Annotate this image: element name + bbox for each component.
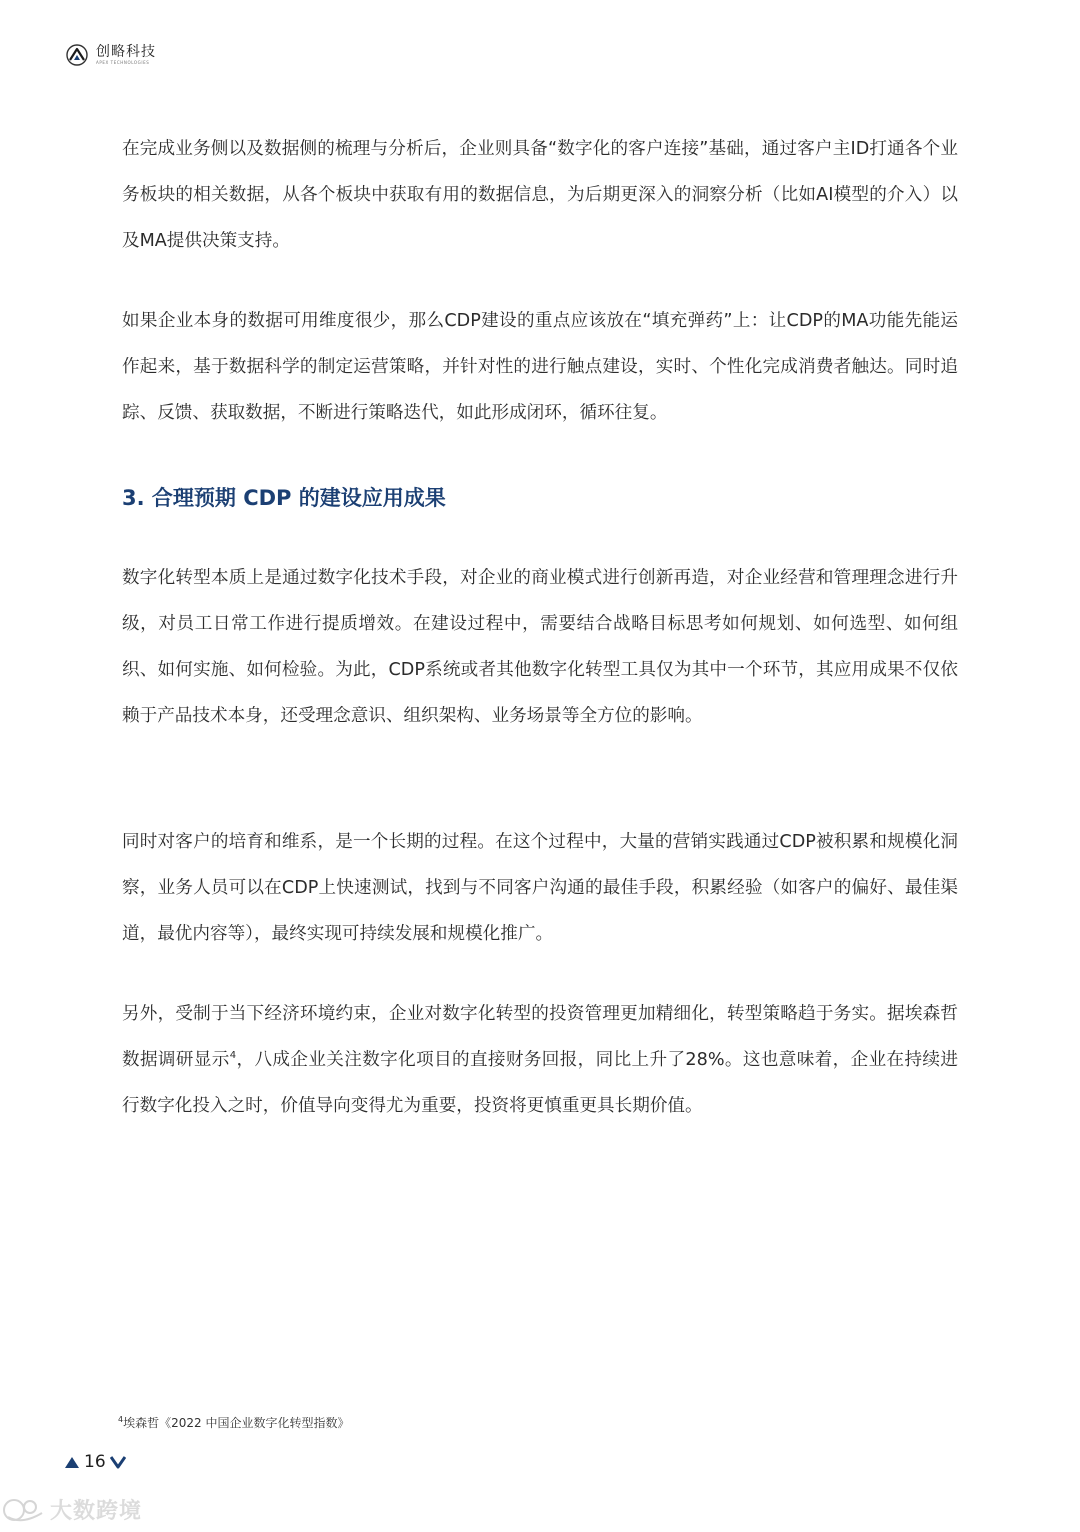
paragraph-5-part-2: ，八成企业关注数字化项目的直接财务回报，同比上升了28%。这也意味着，企业在持续进行数字化投入之时，价值导向变得尤为重要，投资将更慎重更具长期价值。 (122, 1050, 958, 1116)
chevron-down-icon[interactable] (110, 1455, 126, 1469)
paragraph-5-part-1: 另外，受制于当下经济环境约束，企业对数字化转型的投资管理更加精细化，转型策略趋于务实。据埃森哲数据调研显示 (122, 1004, 958, 1070)
chevron-up-icon[interactable] (64, 1455, 80, 1469)
paragraph-3: 数字化转型本质上是通过数字化技术手段，对企业的商业模式进行创新再造，对企业经营和管理理念进行升级，对员工日常工作进行提质增效。在建设过程中，需要结合战略目标思考如何规划、如何选型、如何组织、如何实施、如何检验。为此，CDP系统或者其他数字化转型工具仅为其中一个环节，其应用成果不仅依赖于产品技术本身，还受理念意识、组织架构、业务场景等全方位的影响。 (122, 568, 958, 726)
paragraph-4: 同时对客户的培育和维系，是一个长期的过程。在这个过程中，大量的营销实践通过CDP被积累和规模化洞察，业务人员可以在CDP上快速测试，找到与不同客户沟通的最佳手段，积累经验（如客户的偏好、最佳渠道，最优内容等），最终实现可持续发展和规模化推广。 (122, 832, 958, 944)
watermark-logo-icon (2, 1495, 46, 1525)
watermark-text: 大数跨境 (50, 1499, 143, 1524)
section-heading: 3. 合理预期 CDP 的建设应用成果 (122, 486, 446, 510)
apex-triangle-logo-icon (64, 44, 90, 66)
footnote-marker: 4 (118, 1415, 124, 1424)
watermark (2, 1494, 142, 1525)
paragraph-5 (122, 991, 958, 1129)
paragraph-2: 如果企业本身的数据可用维度很少，那么CDP建设的重点应该放在“填充弹药”上：让CDP的MA功能先能运作起来，基于数据科学的制定运营策略，并针对性的进行触点建设，实时、个性化完成消费者触达。同时追踪、反馈、获取数据，不断进行策略迭代，如此形成闭环，循环往复。 (122, 311, 958, 423)
footnote-reference[interactable]: 4 (229, 1050, 237, 1062)
page-number: 16 (84, 1452, 106, 1472)
brand (96, 45, 156, 65)
paragraph-1: 在完成业务侧以及数据侧的梳理与分析后，企业则具备“数字化的客户连接”基础，通过客户主ID打通各个业务板块的相关数据，从各个板块中获取有用的数据信息，为后期更深入的洞察分析（比如AI模型的介入）以及MA提供决策支持。 (122, 139, 958, 251)
brand-name-cn: 创略科技 (96, 44, 156, 60)
page-footer (64, 1449, 126, 1475)
footnote (118, 1413, 349, 1433)
footnote-text: 埃森哲《2022 中国企业数字化转型指数》 (123, 1416, 350, 1430)
brand-name-en: APEX TECHNOLOGIES (96, 60, 150, 65)
page-header (64, 44, 156, 66)
